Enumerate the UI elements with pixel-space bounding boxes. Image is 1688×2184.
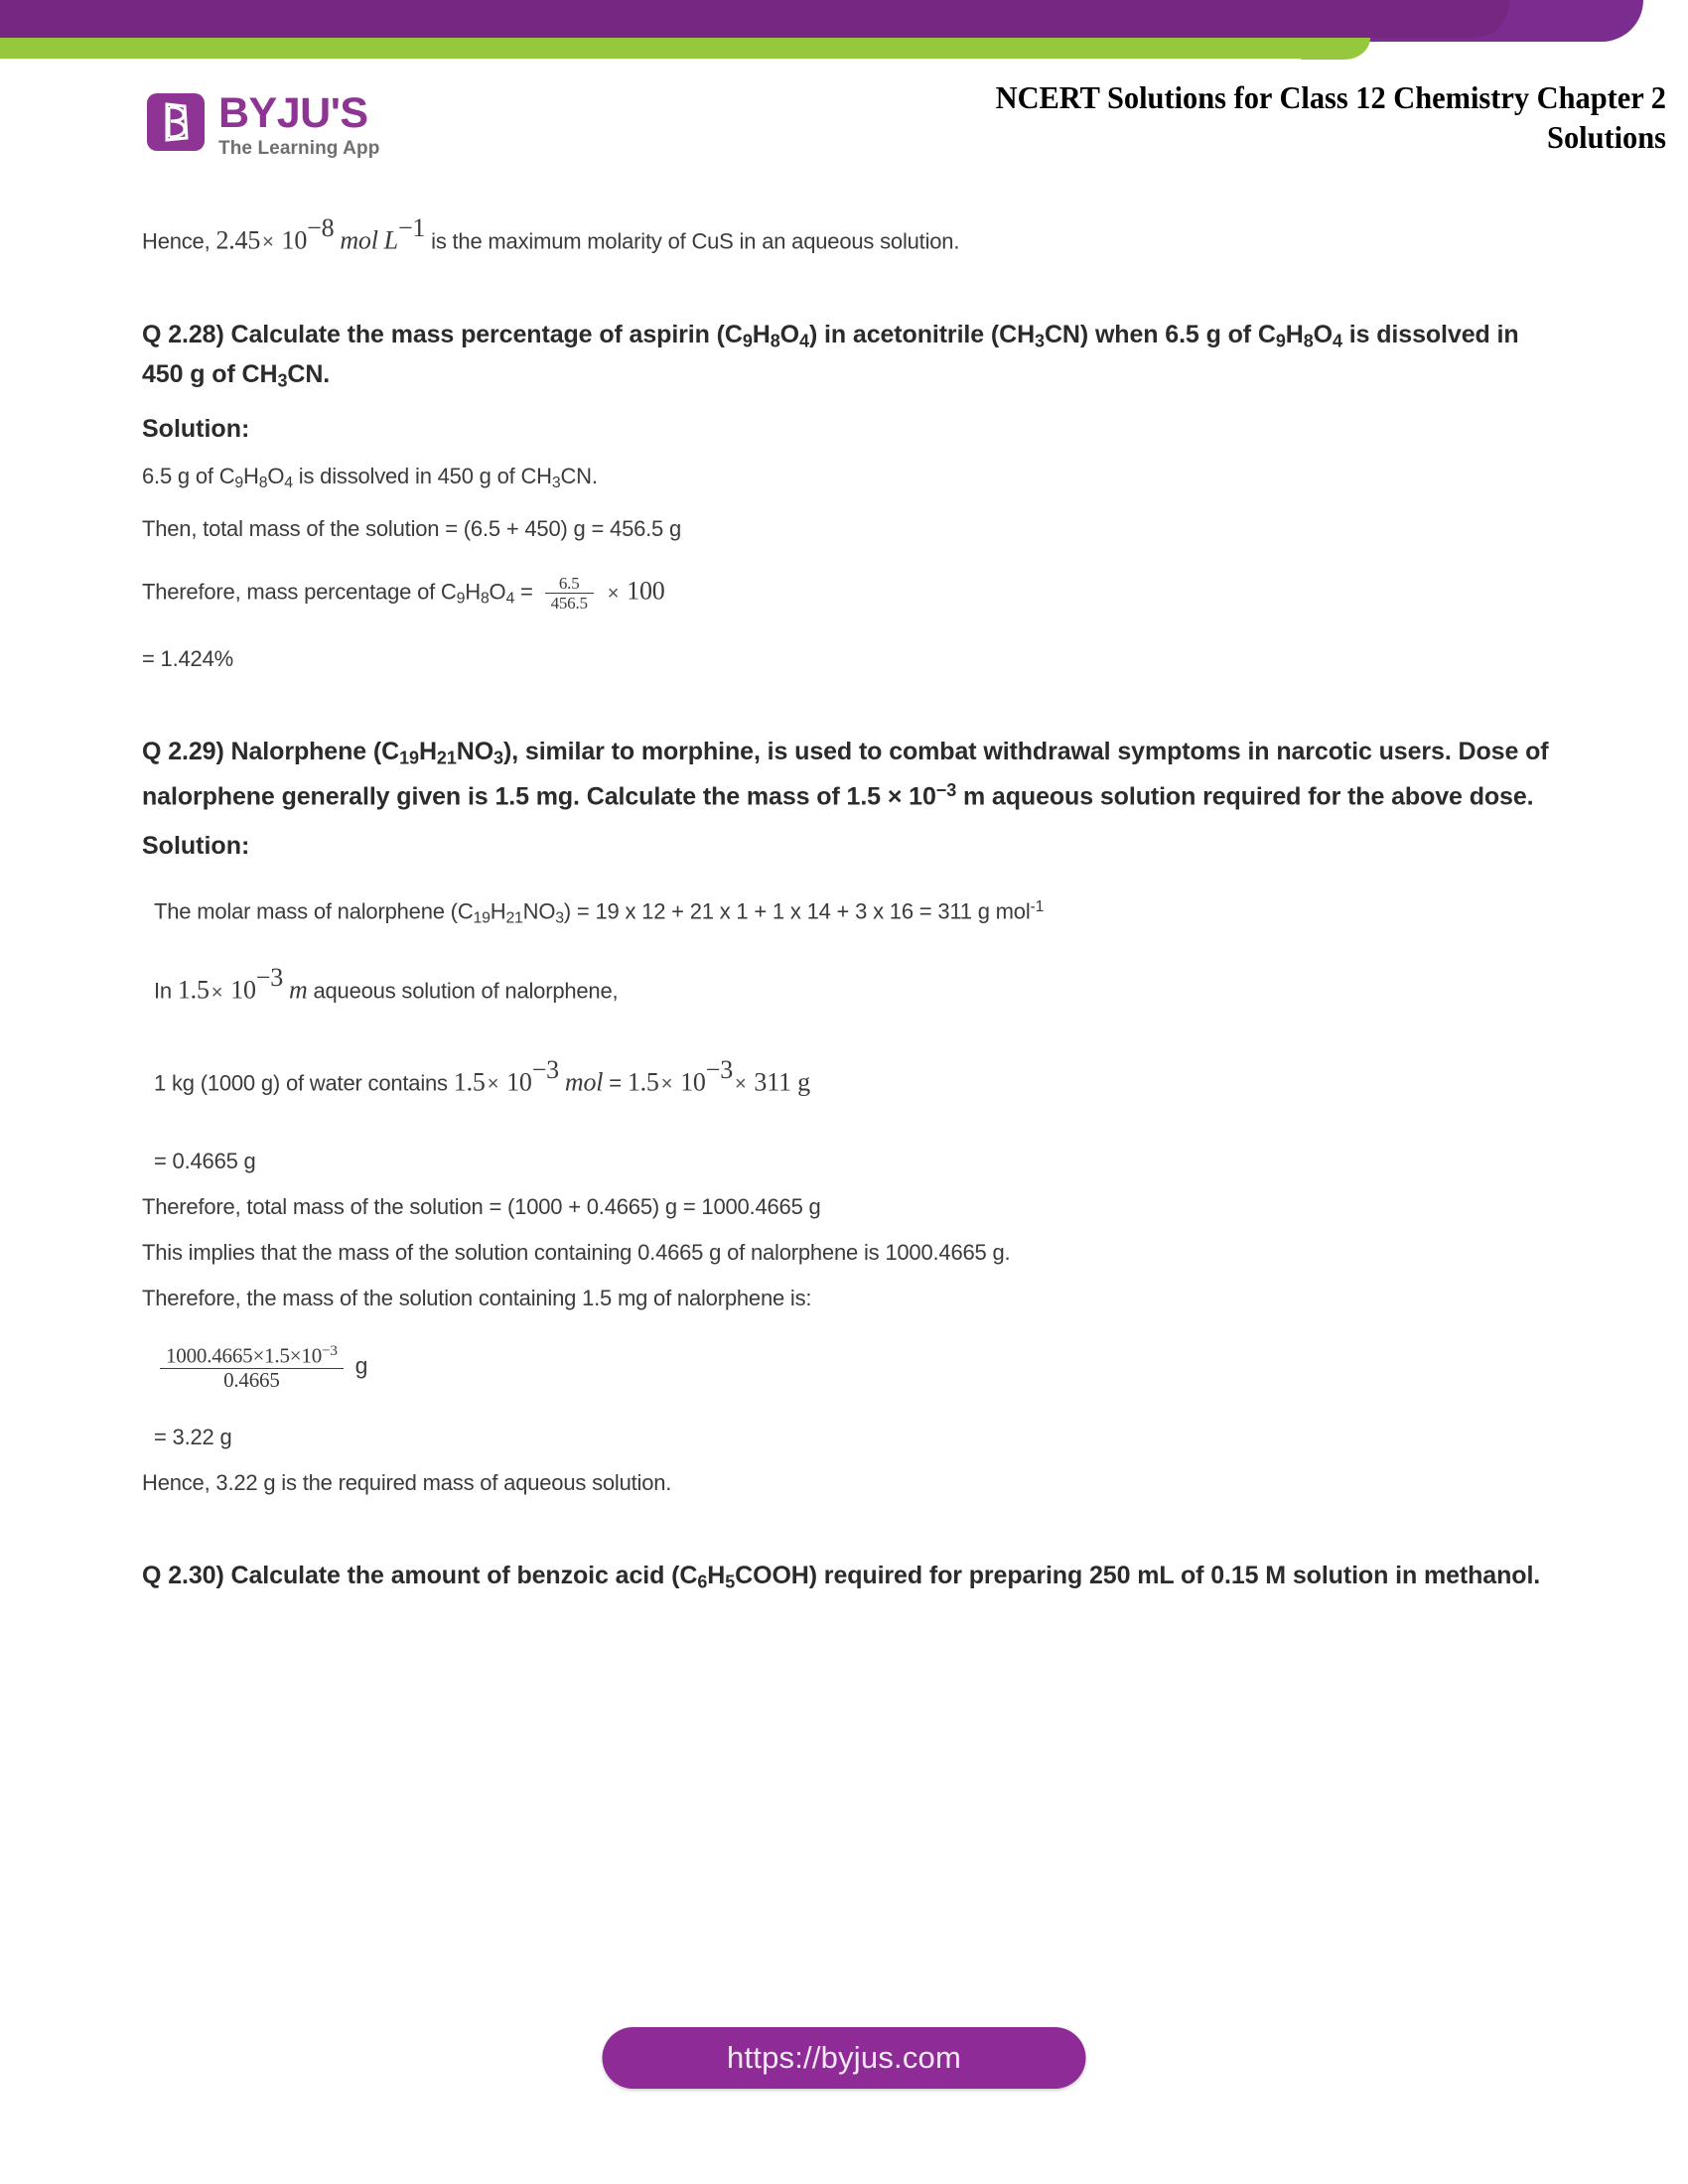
page-title <box>629 77 1666 157</box>
q229-sub-3: 3 <box>493 748 503 768</box>
q229-sub-2: 21 <box>436 748 457 768</box>
q229-big-fraction-unit: g <box>354 1352 368 1379</box>
q228-sub-3: 4 <box>799 331 809 351</box>
q229-sub-1: 19 <box>399 748 419 768</box>
q229-result-4: Therefore, the mass of the solution containing 1.5 mg of nalorphene is: <box>142 1286 812 1311</box>
cus-value: 2.45 <box>215 225 261 255</box>
q229-big-fraction <box>160 1343 344 1392</box>
q228-mass-percentage-formula <box>142 574 1562 614</box>
cus-prefix: Hence, <box>142 228 211 254</box>
q229-mm-sup: -1 <box>1030 897 1045 915</box>
q229-bf-times-1: × <box>252 1343 265 1368</box>
q228-sub-5: 9 <box>1275 331 1286 351</box>
q228-formula-mid-1: H <box>465 579 481 605</box>
q229-kg-base-1: 10 <box>506 1067 532 1097</box>
q229-kg-times-3: × <box>735 1073 747 1096</box>
q229-in-prefix: In <box>154 978 172 1004</box>
q228-text-6: H <box>1285 321 1304 349</box>
q229-kg-equals: = <box>609 1070 622 1096</box>
cus-conclusion-line <box>142 213 1562 257</box>
question-2-30-heading <box>142 1560 1562 1599</box>
q229-in-value: 1.5 <box>177 975 210 1005</box>
q229-text-1: Nalorphene (C <box>230 737 400 765</box>
q229-mm-sub-2: 21 <box>505 909 523 927</box>
q229-in-times: × <box>211 981 223 1004</box>
q229-kg-base-2: 10 <box>680 1067 706 1097</box>
q230-text-3: COOH) required for preparing 250 mL of 0.15 M solution in methanol. <box>735 1561 1541 1589</box>
question-2-28-heading <box>142 319 1562 397</box>
cus-unit-litre-exponent: −1 <box>397 213 426 242</box>
q229-water-contains-line <box>142 1055 1562 1099</box>
q229-in-suffix: aqueous solution of nalorphene, <box>313 978 619 1004</box>
q228-sl1-f: 4 <box>284 475 293 492</box>
q229-text-5: m aqueous solution required for the above dose. <box>956 782 1534 811</box>
q228-formula-sub-3: 4 <box>505 590 515 608</box>
q229-text-3: NO <box>456 737 494 765</box>
q230-text-1: Calculate the amount of benzoic acid (C <box>230 1561 698 1589</box>
q229-kg-value-1: 1.5 <box>453 1067 486 1097</box>
q228-sub-4: 3 <box>1035 331 1045 351</box>
byjus-brand-text: BYJU'S <box>218 89 368 137</box>
q229-sup-4: −3 <box>935 780 957 801</box>
cus-base: 10 <box>281 225 308 255</box>
q228-sub-2: 8 <box>770 331 780 351</box>
cus-exponent: −8 <box>307 213 335 242</box>
footer-url-text: https://byjus.com <box>727 2040 961 2075</box>
q229-final-fraction-line <box>142 1343 1562 1392</box>
q230-sub-1: 6 <box>697 1571 708 1592</box>
q229-in-unit-molal: m <box>288 975 308 1005</box>
q228-sl1-i: CN. <box>560 464 598 489</box>
cus-unit-mol: mol <box>340 225 378 255</box>
q228-fraction-numerator: 6.5 <box>558 574 580 594</box>
q228-sl1-h: 3 <box>551 475 561 492</box>
q228-formula-equals: = <box>520 579 533 605</box>
q228-formula-sub-2: 8 <box>480 590 490 608</box>
q229-mm-sub-3: 3 <box>555 909 564 927</box>
q228-sub-1: 9 <box>742 331 753 351</box>
q228-formula-mid-2: O <box>489 579 506 605</box>
q229-kg-unit-mol: mol <box>564 1067 604 1097</box>
page-title-line-2: Solutions <box>1547 119 1666 155</box>
q229-bf-exponent: −3 <box>322 1343 338 1360</box>
q228-solution-line-2: Then, total mass of the solution = (6.5 + 450) g = 456.5 g <box>142 516 682 542</box>
q228-text-2: H <box>752 321 771 349</box>
byjus-website-link-button[interactable] <box>603 2027 1086 2089</box>
q229-kg-molar-mass: 311 g <box>754 1067 810 1097</box>
q228-sl1-a: 6.5 g of C <box>142 464 235 489</box>
q228-sl1-e: O <box>267 464 285 489</box>
q228-sl1-g: is dissolved in 450 g of CH <box>292 464 552 489</box>
q228-fraction <box>545 574 594 613</box>
q229-bf-base: 10 <box>301 1343 323 1368</box>
q229-mm-sub-1: 19 <box>473 909 491 927</box>
q228-solution-line-1 <box>142 462 1562 498</box>
q228-text-7: O <box>1313 321 1333 349</box>
cus-unit-litre: L <box>383 225 398 255</box>
q229-label: Q 2.29) <box>142 737 224 765</box>
q229-result-6: Hence, 3.22 g is the required mass of aqueous solution. <box>142 1469 672 1495</box>
q229-kg-exponent-1: −3 <box>531 1054 559 1084</box>
q228-text-9: CN. <box>287 359 331 388</box>
q229-text-4: ), similar to morphine, is used to combat withdrawal symptoms in narcotic users. Dose of nalorphene generally given is 1.5 mg. Calculate the mass of 1.5 × 10 <box>142 737 1549 811</box>
q230-label: Q 2.30) <box>142 1561 224 1589</box>
q229-bf-num-a: 1000.4665 <box>166 1343 253 1368</box>
q228-text-8: is dissolved in 450 g of CH <box>142 321 1519 388</box>
header-band-purple-inner <box>0 0 1509 38</box>
q229-in-exponent: −3 <box>255 963 284 993</box>
q228-sl1-c: H <box>243 464 259 489</box>
q228-sub-8: 3 <box>277 370 288 391</box>
q229-big-fraction-denominator: 0.4665 <box>160 1368 344 1393</box>
q228-sl1-b: 9 <box>234 475 244 492</box>
q229-kg-exponent-2: −3 <box>705 1054 733 1084</box>
q230-text-2: H <box>707 1561 726 1589</box>
q229-result-3: This implies that the mass of the solution containing 0.4665 g of nalorphene is 1000.4665 g. <box>142 1240 1011 1266</box>
cus-suffix: is the maximum molarity of CuS in an aqueous solution. <box>431 228 960 254</box>
q229-mm-a: The molar mass of nalorphene (C <box>154 898 474 924</box>
question-2-29-heading <box>142 736 1562 814</box>
q228-text-4: ) in acetonitrile (CH <box>808 321 1036 349</box>
q229-in-base: 10 <box>230 975 256 1005</box>
q228-formula-prefix: Therefore, mass percentage of C <box>142 579 457 605</box>
q229-result-5: = 3.22 g <box>154 1424 232 1449</box>
byjus-logo <box>147 89 380 161</box>
q228-solution-heading: Solution: <box>142 415 250 444</box>
q229-molar-mass-line <box>142 892 1562 934</box>
header-band-green <box>0 38 1370 60</box>
q229-result-1: = 0.4665 g <box>154 1149 256 1174</box>
header-decoration <box>0 0 1688 62</box>
byjus-tagline: The Learning App <box>218 138 380 159</box>
q228-text-5: CN) when 6.5 g of C <box>1044 321 1276 349</box>
q228-result: = 1.424% <box>142 645 233 671</box>
q229-text-2: H <box>418 737 437 765</box>
q229-kg-times-2: × <box>660 1073 673 1096</box>
page-title-line-1: NCERT Solutions for Class 12 Chemistry Chapter 2 <box>995 79 1666 115</box>
cus-times-symbol: × <box>262 231 274 254</box>
q228-fraction-denominator: 456.5 <box>545 593 594 613</box>
q228-sl1-d: 8 <box>258 475 268 492</box>
q229-kg-times-1: × <box>487 1073 499 1096</box>
header-band-white-gap <box>0 59 1301 63</box>
q229-solution-heading: Solution: <box>142 831 250 860</box>
q228-hundred: 100 <box>627 576 665 606</box>
q229-molality-line <box>142 963 1562 1007</box>
q228-sub-7: 4 <box>1332 331 1342 351</box>
q229-kg-prefix: 1 kg (1000 g) of water contains <box>154 1070 448 1096</box>
q230-sub-2: 5 <box>725 1571 736 1592</box>
q228-text-3: O <box>779 321 800 349</box>
document-body <box>142 213 1562 1598</box>
q229-mm-d: ) = 19 x 12 + 21 x 1 + 1 x 14 + 3 x 16 = 311 g mol <box>563 898 1031 924</box>
q228-label: Q 2.28) <box>142 321 224 349</box>
q228-sub-6: 8 <box>1303 331 1314 351</box>
q229-bf-num-b: 1.5 <box>264 1343 290 1368</box>
q229-result-2: Therefore, total mass of the solution = (1000 + 0.4665) g = 1000.4665 g <box>142 1194 821 1220</box>
q229-mm-c: NO <box>522 898 556 924</box>
q229-bf-times-2: × <box>289 1343 302 1368</box>
q228-times-symbol: × <box>607 582 620 605</box>
q228-formula-sub-1: 9 <box>456 590 466 608</box>
q229-kg-value-2: 1.5 <box>627 1067 659 1097</box>
q228-text-1: Calculate the mass percentage of aspirin (C <box>230 321 743 349</box>
q229-big-fraction-numerator <box>160 1343 344 1368</box>
byjus-logo-mark-icon <box>147 93 205 151</box>
q229-mm-b: H <box>490 898 506 924</box>
